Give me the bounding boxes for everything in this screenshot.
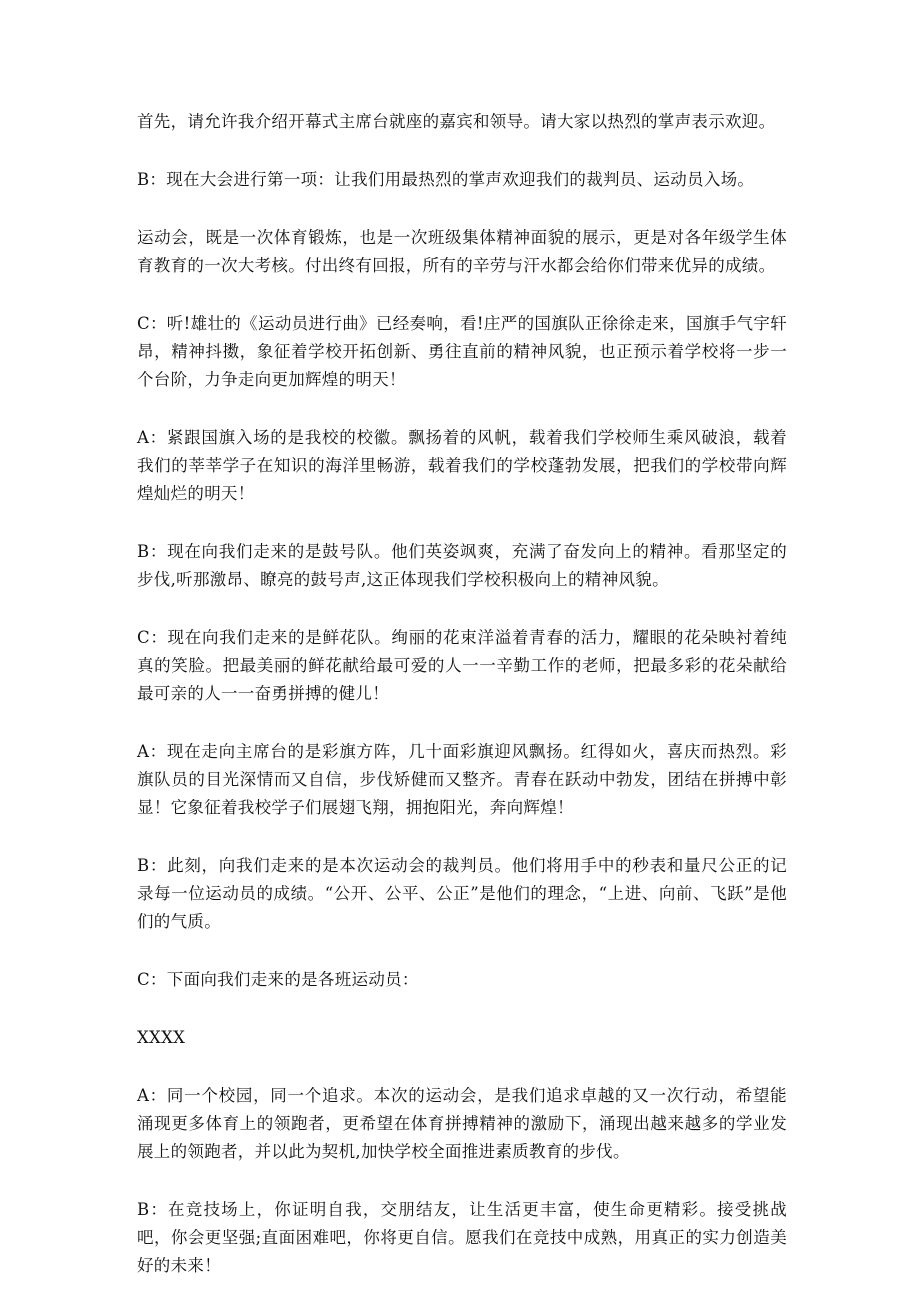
paragraph-intro: 首先，请允许我介绍开幕式主席台就座的嘉宾和领导。请大家以热烈的掌声表示欢迎。	[137, 112, 776, 131]
paragraph-b-arena: B：在竞技场上，你证明自我，交朋结友，让生活更丰富，使生命更精彩。接受挑战吧，你会更坚强;直面困难吧，你将更自信。愿我们在竞技中成熟，用真正的实力创造美好的未来！	[137, 1200, 787, 1275]
paragraph-a-school-badge: A：紧跟国旗入场的是我校的校徽。飘扬着的风帆，载着我们学校师生乘风破浪，载着我们的莘莘学子在知识的海洋里畅游，载着我们的学校蓬勃发展，把我们的学校带向辉煌灿烂的明天！	[137, 428, 787, 503]
paragraph-b-referees: B：此刻，向我们走来的是本次运动会的裁判员。他们将用手中的秒表和量尺公正的记录每一位运动员的成绩。“公开、公平、公正”是他们的理念，“上进、向前、飞跃”是他们的气质。	[137, 856, 787, 931]
paragraph-b-drum-team: B：现在向我们走来的是鼓号队。他们英姿飒爽，充满了奋发向上的精神。看那坚定的步伐,听那激昂、瞭亮的鼓号声,这正体现我们学校积极向上的精神风貌。	[137, 542, 787, 589]
document-body	[137, 108, 787, 1310]
paragraph-sports-meet: 运动会，既是一次体育锻炼，也是一次班级集体精神面貌的展示，更是对各年级学生体育教育的一次大考核。付出终有回报，所有的辛劳与汗水都会给你们带来优异的成绩。	[137, 228, 787, 275]
paragraph-placeholder: XXXX	[137, 1028, 186, 1047]
paragraph-a-same-campus: A：同一个校园，同一个追求。本次的运动会，是我们追求卓越的又一次行动，希望能涌现更多体育上的领跑者，更希望在体育拼搏精神的激励下，涌现出越来越多的学业发展上的领跑者，并以此为契机,加快学校全面推进素质教育的步伐。	[137, 1086, 787, 1161]
paragraph-c-athletes: C：下面向我们走来的是各班运动员：	[137, 970, 419, 989]
paragraph-c-flower-team: C：现在向我们走来的是鲜花队。绚丽的花束洋溢着青春的活力，耀眼的花朵映衬着纯真的笑脸。把最美丽的鲜花献给最可爱的人一一辛勤工作的老师，把最多彩的花朵献给最可亲的人一一奋勇拼搏的健儿！	[137, 628, 787, 703]
paragraph-b-first-item: B：现在大会进行第一项：让我们用最热烈的掌声欢迎我们的裁判员、运动员入场。	[137, 170, 755, 189]
paragraph-a-color-flags: A：现在走向主席台的是彩旗方阵，几十面彩旗迎风飘扬。红得如火，喜庆而热烈。彩旗队员的目光深情而又自信，步伐矫健而又整齐。青春在跃动中勃发，团结在拼搏中彰显！它象征着我校学子们展翅飞翔，拥抱阳光，奔向辉煌！	[137, 742, 787, 817]
paragraph-c-flag-team: C：听!雄壮的《运动员进行曲》已经奏响，看!庄严的国旗队正徐徐走来，国旗手气宇轩昂，精神抖擞，象征着学校开拓创新、勇往直前的精神风貌，也正预示着学校将一步一个台阶，力争走向更加辉煌的明天！	[137, 314, 787, 389]
